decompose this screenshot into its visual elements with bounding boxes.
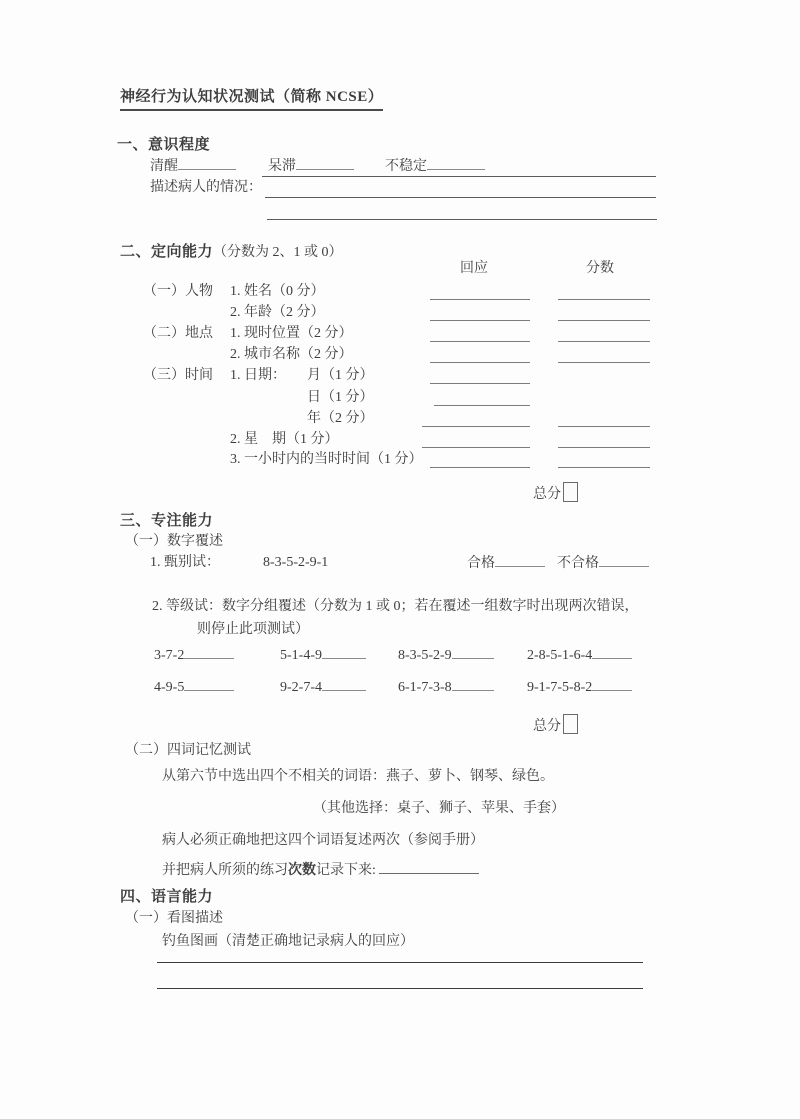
column-header-score: 分数 (586, 261, 614, 276)
digit-sequence: 9-1-7-5-8-2 (527, 680, 593, 695)
section-3-heading: 三、专注能力 (120, 513, 214, 529)
response-blank (430, 283, 530, 300)
score-blank (558, 451, 650, 468)
orientation-row (0, 325, 800, 345)
orientation-item-label: 3. 一小时内的当时时间（1 分） (230, 452, 423, 467)
digit-sequence: 5-1-4-9 (280, 648, 322, 663)
total-score-label: 总分 (533, 487, 561, 502)
option-drowsy-label: 呆滞 (268, 159, 296, 174)
option-unstable-blank (427, 157, 485, 170)
digit-repetition-heading: （一）数字覆述 (125, 534, 223, 549)
orientation-group-label: （三）时间 (143, 368, 213, 383)
option-drowsy-blank (296, 157, 354, 170)
score-blank (558, 431, 650, 448)
writing-line (157, 962, 643, 963)
option-unstable-label: 不稳定 (385, 159, 427, 174)
trials-blank (379, 861, 479, 874)
describe-patient-label: 描述病人的情况： (150, 180, 262, 195)
word-memory-instruction: 病人必须正确地把这四个词语复述两次（参阅手册） (162, 833, 484, 848)
writing-line (267, 219, 657, 220)
section-2-heading-title: 二、定向能力 (120, 244, 214, 260)
orientation-row (0, 304, 800, 324)
orientation-row (0, 283, 800, 303)
response-blank (422, 410, 530, 427)
word-memory-alternatives: （其他选择：桌子、狮子、苹果、手套） (313, 801, 565, 816)
writing-line (262, 176, 656, 177)
section-1-heading: 一、意识程度 (117, 137, 211, 153)
orientation-item-label: 2. 城市名称（2 分） (230, 347, 353, 362)
digit-sequence: 6-1-7-3-8 (398, 680, 452, 695)
total-score-box (563, 482, 578, 502)
response-blank (430, 367, 530, 384)
grade-test-instructions-cont: 则停止此项测试） (197, 622, 309, 637)
orientation-item-label: 1. 日期： (230, 368, 286, 383)
trials-text-pre: 并把病人所须的练习 (162, 863, 288, 878)
fail-blank (599, 554, 649, 567)
orientation-row (0, 410, 800, 430)
word-memory-words: 从第六节中选出四个不相关的词语：燕子、萝卜、钢琴、绿色。 (162, 769, 554, 784)
attention-total (533, 714, 578, 736)
digit-group-row (0, 678, 800, 700)
score-blank (558, 325, 650, 342)
digit-blank (184, 678, 234, 691)
fail-field (557, 554, 649, 573)
score-blank (558, 304, 650, 321)
orientation-row (0, 346, 800, 366)
orientation-row (0, 451, 800, 471)
digit-blank (322, 678, 366, 691)
score-blank (558, 410, 650, 427)
orientation-item-label: 2. 星 期（1 分） (230, 432, 339, 447)
digit-blank (452, 646, 494, 659)
score-blank (558, 346, 650, 363)
total-score-box (563, 714, 578, 734)
screening-test-digits: 8-3-5-2-9-1 (263, 555, 329, 570)
orientation-subitem-label: 月（1 分） (307, 368, 374, 383)
pass-label: 合格 (467, 556, 495, 571)
score-blank (558, 283, 650, 300)
page-title: 神经行为认知状况测试（简称 NCSE） (120, 88, 383, 111)
orientation-item-label: 1. 姓名（0 分） (230, 284, 325, 299)
orientation-group-label: （二）地点 (143, 326, 213, 341)
total-score-label: 总分 (533, 719, 561, 734)
consciousness-options (268, 157, 354, 176)
consciousness-options (150, 157, 236, 176)
section-4-heading: 四、语言能力 (120, 889, 214, 905)
orientation-total (533, 482, 578, 504)
orientation-row (0, 431, 800, 451)
response-blank (434, 389, 530, 406)
digit-blank (592, 646, 632, 659)
grade-test-instructions: 2. 等级试：数字分组覆述（分数为 1 或 0；若在覆述一组数字时出现两次错误， (152, 599, 639, 614)
response-blank (422, 431, 530, 448)
writing-line (157, 988, 643, 989)
response-blank (430, 346, 530, 363)
response-blank (430, 325, 530, 342)
digit-sequence: 9-2-7-4 (280, 680, 322, 695)
option-awake-blank (178, 157, 236, 170)
orientation-subitem-label: 年（2 分） (307, 411, 374, 426)
section-2-heading-note: （分数为 2、1 或 0） (213, 245, 343, 260)
digit-sequence: 2-8-5-1-6-4 (527, 648, 593, 663)
fishing-picture-label: 钓鱼图画（清楚正确地记录病人的回应） (162, 934, 414, 949)
screening-test-label: 1. 甄别试： (150, 555, 220, 570)
option-awake-label: 清醒 (150, 159, 178, 174)
orientation-item-label: 1. 现时位置（2 分） (230, 326, 353, 341)
response-blank (430, 451, 530, 468)
orientation-row (0, 389, 800, 409)
digit-blank (184, 646, 234, 659)
orientation-row (0, 367, 800, 387)
digit-blank (322, 646, 366, 659)
column-header-response: 回应 (460, 261, 488, 276)
digit-group-row (0, 646, 800, 668)
writing-line (265, 197, 656, 198)
response-blank (430, 304, 530, 321)
trials-text-bold: 次数 (288, 863, 316, 878)
digit-sequence: 4-9-5 (154, 680, 185, 695)
trials-text-post: 记录下来: (316, 863, 380, 878)
word-memory-heading: （二）四词记忆测试 (125, 743, 251, 758)
word-memory-trials-row (162, 861, 479, 880)
orientation-subitem-label: 日（1 分） (307, 390, 374, 405)
digit-sequence: 8-3-5-2-9 (398, 648, 452, 663)
orientation-group-label: （一）人物 (143, 284, 213, 299)
digit-blank (592, 678, 632, 691)
fail-label: 不合格 (557, 556, 599, 571)
consciousness-options (385, 157, 485, 176)
picture-description-heading: （一）看图描述 (125, 911, 223, 926)
pass-blank (495, 554, 545, 567)
screening-test-row (150, 554, 220, 572)
digit-blank (452, 678, 494, 691)
section-2-heading (120, 243, 343, 262)
orientation-item-label: 2. 年龄（2 分） (230, 305, 325, 320)
pass-field (467, 554, 545, 573)
digit-sequence: 3-7-2 (154, 648, 185, 663)
